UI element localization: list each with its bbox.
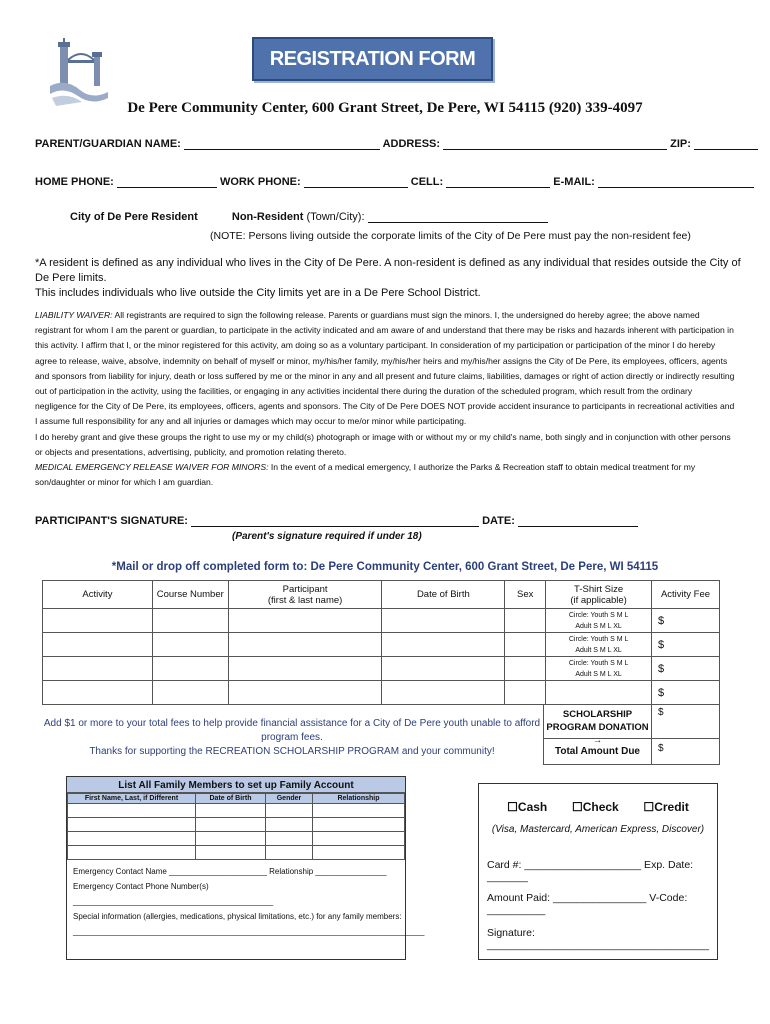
col-tshirt	[546, 581, 652, 609]
payment-box	[478, 783, 718, 960]
resident-definition-line-2: This includes individuals who live outside the City limits yet are in a De Pere School District.	[35, 287, 481, 299]
table-row	[43, 657, 720, 681]
work-phone-label: WORK PHONE:	[219, 176, 301, 188]
family-relationship-cell[interactable]	[313, 832, 405, 846]
city-logo-icon	[46, 38, 112, 108]
table-row	[68, 832, 405, 846]
family-col-gender: Gender	[266, 794, 313, 804]
parent-guardian-label: PARENT/GUARDIAN NAME:	[35, 138, 181, 150]
mail-instruction: *Mail or drop off completed form to: De Pere Community Center, 600 Grant Street, De Pere, WI 54115	[111, 561, 659, 573]
tshirt-cell[interactable]	[546, 657, 652, 681]
tshirt-header-2: (if applicable)	[570, 594, 627, 606]
medical-paragraph	[35, 460, 735, 490]
town-city-label: (Town/City):	[306, 211, 365, 223]
center-address: De Pere Community Center, 600 Grant Street, De Pere, WI 54115 (920) 339-4097	[127, 100, 643, 116]
tshirt-header-1: T-Shirt Size	[574, 583, 624, 595]
col-dob: Date of Birth	[382, 581, 505, 609]
fee-cell[interactable]: $	[652, 657, 720, 681]
col-activity: Activity	[43, 581, 153, 609]
dob-cell[interactable]	[382, 681, 505, 705]
email-label: E-MAIL:	[553, 176, 595, 188]
emergency-contact-phone[interactable]: Emergency Contact Phone Number(s) _____________________________________________	[73, 882, 274, 906]
fee-cell[interactable]: $	[652, 609, 720, 633]
special-information-label: Special information (allergies, medications, physical limitations, etc.) for any family members:	[73, 912, 402, 921]
total-amount[interactable]: $	[651, 738, 720, 765]
sex-cell[interactable]	[505, 633, 546, 657]
payment-methods	[479, 800, 717, 814]
sex-cell[interactable]	[505, 657, 546, 681]
col-fee: Activity Fee	[652, 581, 720, 609]
address-field[interactable]	[443, 139, 667, 150]
resident-definition-line-1: *A resident is defined as any individual who lives in the City of De Pere. A non-resident is defined as any individual that resides outside the City of De Pere limits.	[35, 257, 741, 284]
course-cell[interactable]	[152, 681, 228, 705]
table-row	[43, 609, 720, 633]
nonresident-label: Non-Resident	[231, 211, 304, 223]
activity-cell[interactable]	[43, 633, 153, 657]
resident-label: City of De Pere Resident	[70, 211, 198, 223]
activity-cell[interactable]	[43, 609, 153, 633]
town-city-field[interactable]	[368, 212, 548, 223]
family-dob-cell[interactable]	[196, 804, 266, 818]
family-col-dob: Date of Birth	[196, 794, 266, 804]
amount-paid-field[interactable]: Amount Paid: ________________ V-Code: __________	[487, 892, 688, 916]
contact-row-2	[35, 176, 754, 188]
date-label: DATE:	[482, 515, 515, 527]
tshirt-cell[interactable]	[546, 633, 652, 657]
tshirt-adult: Adult S M L XL	[575, 622, 622, 630]
family-name-cell[interactable]	[68, 832, 196, 846]
total-label: Total Amount Due	[543, 738, 652, 765]
tshirt-youth: Circle: Youth S M L	[568, 659, 629, 667]
table-row	[68, 846, 405, 860]
accepted-cards: (Visa, Mastercard, American Express, Discover)	[491, 824, 705, 835]
cash-label: Cash	[517, 800, 548, 814]
family-gender-cell[interactable]	[266, 832, 313, 846]
liability-text: All registrants are required to sign the following release. Parents or guardians must sign the minors. I, the undersigned do hereby agree; the above named registrant for whom I am the parent or guardian, to participate in the activity indicated and am aware of and understand that there may be risks and hazards inherent with participation in this activity. I affirm that I, or the minor registered for this activity, am doing so as a voluntary participant. In consideration of my participation or participation of the minor I do hereby agree to release, waive, absolve, indemnity on behalf of myself or minor, my/his/her family, my/his/her heirs and my/his/her assigns the City of De Pere, its employees, officers, agents and sponsors from liability for injury, death or loss suffered by me or the minor in any and all present and future claims, liabilities, damages or right of action directly or indirectly resulting out of participation in the activity, using the facilities, or engaging in any activities incidental there during the duration of the scheduled program, which result from the ordinary negligence for the City of De Pere, its employees, officers, agents and sponsors. The City of De Pere DOES NOT provide accident insurance to participants in recreational activities and I assume full responsibility for any and all injuries or damages which may occur to me/or minor while participating.	[35, 310, 735, 427]
table-row	[68, 818, 405, 832]
dob-cell[interactable]	[382, 657, 505, 681]
liability-paragraph	[35, 308, 735, 430]
dob-cell[interactable]	[382, 609, 505, 633]
signature-label: PARTICIPANT'S SIGNATURE:	[35, 515, 188, 527]
family-dob-cell[interactable]	[196, 832, 266, 846]
col-sex: Sex	[505, 581, 546, 609]
scholarship-label-2: PROGRAM DONATION →	[546, 722, 649, 746]
family-gender-cell[interactable]	[266, 804, 313, 818]
fee-cell[interactable]: $	[652, 633, 720, 657]
liability-waiver	[35, 308, 735, 490]
activity-cell[interactable]	[43, 681, 153, 705]
contact-row-1	[35, 138, 758, 150]
emergency-contact-name[interactable]: Emergency Contact Name ______________________ Relationship ________________	[73, 867, 387, 876]
residency-row	[70, 211, 548, 223]
family-members-box	[66, 776, 425, 960]
col-participant	[228, 581, 382, 609]
table-row	[43, 633, 720, 657]
tshirt-youth: Circle: Youth S M L	[568, 635, 629, 643]
tshirt-adult: Adult S M L XL	[575, 646, 622, 654]
table-row	[43, 681, 720, 705]
tshirt-cell[interactable]	[546, 609, 652, 633]
cash-checkbox[interactable]: ☐Cash	[507, 800, 548, 814]
family-table-header	[68, 794, 405, 804]
participant-cell[interactable]	[228, 681, 382, 705]
scholarship-label-1: SCHOLARSHIP	[562, 709, 633, 720]
date-field[interactable]	[518, 516, 638, 527]
medical-heading: MEDICAL EMERGENCY RELEASE WAIVER FOR MINORS:	[35, 462, 269, 473]
form-title: REGISTRATION FORM	[252, 37, 493, 81]
cell-label: CELL:	[410, 176, 444, 188]
tshirt-cell[interactable]	[546, 681, 652, 705]
check-checkbox[interactable]: ☐Check	[571, 800, 619, 814]
signature-note: (Parent's signature required if under 18)	[232, 531, 422, 542]
address-label: ADDRESS:	[382, 138, 441, 150]
cell-field[interactable]	[446, 177, 550, 188]
scholarship-text-1: Add $1 or more to your total fees to help provide financial assistance for a City of De Pere youth unable to afford program fees.	[43, 718, 541, 743]
tshirt-youth: Circle: Youth S M L	[568, 611, 629, 619]
resident-definition	[35, 256, 745, 301]
parent-guardian-field[interactable]	[184, 139, 380, 150]
participant-cell[interactable]	[228, 657, 382, 681]
sex-cell[interactable]	[505, 609, 546, 633]
course-cell[interactable]	[152, 633, 228, 657]
fee-cell[interactable]: $	[652, 681, 720, 705]
participant-header-1: Participant	[282, 583, 328, 595]
family-gender-cell[interactable]	[266, 818, 313, 832]
liability-heading: LIABILITY WAIVER:	[35, 310, 113, 320]
activity-table	[42, 580, 720, 705]
family-relationship-cell[interactable]	[313, 804, 405, 818]
email-field[interactable]	[598, 177, 754, 188]
family-name-cell[interactable]	[68, 804, 196, 818]
work-phone-field[interactable]	[304, 177, 408, 188]
sex-cell[interactable]	[505, 681, 546, 705]
family-table	[67, 793, 405, 860]
activity-table-header	[43, 581, 720, 609]
zip-label: ZIP:	[670, 138, 691, 150]
course-cell[interactable]	[152, 609, 228, 633]
col-course-number: Course Number	[152, 581, 228, 609]
activity-cell[interactable]	[43, 657, 153, 681]
family-name-cell[interactable]	[68, 818, 196, 832]
family-title: List All Family Members to set up Family Account	[67, 777, 405, 793]
credit-checkbox[interactable]: ☐Credit	[643, 800, 689, 814]
signature-row	[35, 515, 638, 527]
family-relationship-cell[interactable]	[313, 818, 405, 832]
photo-release-text: I do hereby grant and give these groups the right to use my or my child(s) photograph or image with or without my or my child's name, both singly and in conjunction with other persons or objects and presentations, advertising, publicity, and promotion relating thereto.	[35, 431, 731, 457]
scholarship-text-2: Thanks for supporting the RECREATION SCHOLARSHIP PROGRAM and your community!	[89, 746, 495, 757]
table-row	[68, 804, 405, 818]
participant-cell[interactable]	[228, 633, 382, 657]
donation-amount[interactable]: $	[651, 704, 720, 739]
participant-header-2: (first & last name)	[267, 594, 343, 606]
scholarship-box	[543, 704, 720, 765]
scholarship-label	[543, 704, 652, 746]
home-phone-label: HOME PHONE:	[35, 176, 114, 188]
family-col-relationship: Relationship	[313, 794, 405, 804]
scholarship-text	[42, 717, 542, 759]
home-phone-field[interactable]	[117, 177, 217, 188]
family-dob-cell[interactable]	[196, 818, 266, 832]
medical-text: In the event of a medical emergency, I authorize the Parks & Recreation staff to obtain medical treatment for my son/daughter or minor for which I am guardian.	[35, 462, 696, 488]
payment-signature-field[interactable]: Signature: ______________________________________	[487, 927, 709, 951]
course-cell[interactable]	[152, 657, 228, 681]
family-col-name: First Name, Last, if Different	[68, 794, 196, 804]
emergency-section	[67, 864, 425, 939]
card-number-field[interactable]: Card #: ____________________ Exp. Date: _______	[487, 859, 694, 883]
zip-field[interactable]	[694, 139, 758, 150]
special-information-field[interactable]: _______________________________________________________________________________	[73, 927, 425, 936]
credit-label: Credit	[654, 800, 689, 814]
participant-cell[interactable]	[228, 609, 382, 633]
dob-cell[interactable]	[382, 633, 505, 657]
signature-field[interactable]	[191, 516, 479, 527]
nonresident-note: (NOTE: Persons living outside the corporate limits of the City of De Pere must pay the non-resident fee)	[210, 230, 691, 242]
family-relationship-cell[interactable]	[313, 846, 405, 860]
family-dob-cell[interactable]	[196, 846, 266, 860]
family-gender-cell[interactable]	[266, 846, 313, 860]
family-name-cell[interactable]	[68, 846, 196, 860]
tshirt-adult: Adult S M L XL	[575, 670, 622, 678]
check-label: Check	[582, 800, 619, 814]
